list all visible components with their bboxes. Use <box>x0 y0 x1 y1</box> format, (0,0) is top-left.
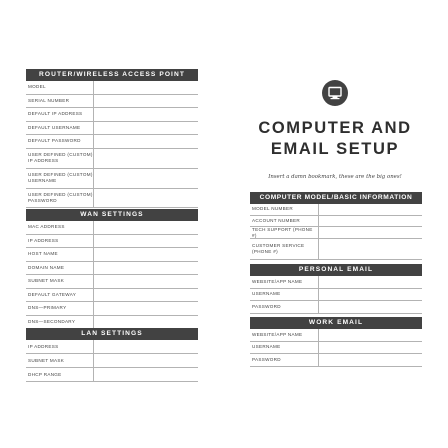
field-value[interactable] <box>319 216 422 227</box>
field-label: DEFAULT GATEWAY <box>26 289 94 302</box>
field-label: MODEL NUMBER <box>250 204 319 215</box>
field-label: USER DEFINED (CUSTOM) IP ADDRESS <box>26 149 94 168</box>
field-label: DEFAULT USERNAME <box>26 122 94 135</box>
form-row <box>26 95 198 109</box>
field-value[interactable] <box>319 204 422 215</box>
form-row <box>26 368 198 382</box>
form-row <box>26 302 198 316</box>
form-row <box>250 276 422 289</box>
field-value[interactable] <box>94 368 198 381</box>
field-value[interactable] <box>94 149 198 168</box>
form-row <box>250 301 422 314</box>
wan-section <box>26 209 198 329</box>
field-value[interactable] <box>94 108 198 121</box>
personal-email-section <box>250 264 422 314</box>
field-label: TECH SUPPORT (PHONE #) <box>250 227 319 238</box>
field-label: DEFAULT PASSWORD <box>26 135 94 148</box>
personal-email-rows <box>250 276 422 314</box>
computer-section <box>250 192 422 260</box>
form-row <box>26 108 198 122</box>
field-label: MAC ADDRESS <box>26 221 94 234</box>
field-value[interactable] <box>94 316 198 329</box>
form-row <box>26 189 198 208</box>
field-value[interactable] <box>94 302 198 315</box>
field-label: USERNAME <box>250 342 319 354</box>
wan-header: WAN SETTINGS <box>26 209 198 221</box>
title-line-2: EMAIL SETUP <box>270 140 400 158</box>
field-value[interactable] <box>94 248 198 261</box>
field-label: WEBSITE/APP NAME <box>250 276 319 288</box>
router-rows <box>26 81 198 208</box>
work-email-header: WORK EMAIL <box>250 317 422 329</box>
field-value[interactable] <box>319 239 422 259</box>
personal-email-header: PERSONAL EMAIL <box>250 264 422 276</box>
field-label: PASSWORD <box>250 354 319 366</box>
field-label: DNS—PRIMARY <box>26 302 94 315</box>
field-value[interactable] <box>94 289 198 302</box>
field-label: ACCOUNT NUMBER <box>250 216 319 227</box>
field-value[interactable] <box>94 135 198 148</box>
field-value[interactable] <box>319 301 422 313</box>
computer-rows <box>250 204 422 260</box>
lan-section <box>26 328 198 382</box>
field-value[interactable] <box>94 122 198 135</box>
form-row <box>26 289 198 303</box>
lan-header: LAN SETTINGS <box>26 328 198 340</box>
field-label: MODEL <box>26 81 94 94</box>
field-label: PASSWORD <box>250 301 319 313</box>
field-label: DEFAULT IP ADDRESS <box>26 108 94 121</box>
field-label: USER DEFINED (CUSTOM) USERNAME <box>26 169 94 188</box>
field-label: SERIAL NUMBER <box>26 95 94 108</box>
field-label: IP ADDRESS <box>26 235 94 248</box>
field-label: USER DEFINED (CUSTOM) PASSWORD <box>26 189 94 207</box>
field-label: CUSTOMER SERVICE (PHONE #) <box>250 239 319 259</box>
computer-header: COMPUTER MODEL/BASIC INFORMATION <box>250 192 422 204</box>
form-row <box>250 204 422 216</box>
field-value[interactable] <box>319 276 422 288</box>
field-label: USERNAME <box>250 289 319 301</box>
field-value[interactable] <box>94 354 198 367</box>
field-label: DOMAIN NAME <box>26 262 94 275</box>
subtitle: Insert a damn bookmark, these are the big ones! <box>268 174 402 180</box>
form-row <box>26 122 198 136</box>
form-row <box>26 275 198 289</box>
field-value[interactable] <box>94 81 198 94</box>
form-row <box>26 354 198 368</box>
field-label: DHCP RANGE <box>26 368 94 381</box>
field-label: SUBNET MASK <box>26 275 94 288</box>
form-row <box>26 169 198 189</box>
field-label: HOST NAME <box>26 248 94 261</box>
form-row <box>26 135 198 149</box>
router-section <box>26 69 198 208</box>
form-row <box>250 239 422 260</box>
field-label: SUBNET MASK <box>26 354 94 367</box>
field-value[interactable] <box>94 169 198 188</box>
field-label: WEBSITE/APP NAME <box>250 329 319 341</box>
field-value[interactable] <box>319 289 422 301</box>
form-row <box>26 262 198 276</box>
field-value[interactable] <box>94 95 198 108</box>
field-label: IP ADDRESS <box>26 340 94 353</box>
page-title <box>247 118 423 160</box>
field-value[interactable] <box>319 329 422 341</box>
form-row <box>250 329 422 342</box>
router-header: ROUTER/WIRELESS ACCESS POINT <box>26 69 198 81</box>
form-row <box>26 81 198 95</box>
field-value[interactable] <box>94 235 198 248</box>
form-row <box>250 216 422 228</box>
work-email-rows <box>250 329 422 367</box>
field-value[interactable] <box>94 340 198 353</box>
field-value[interactable] <box>94 262 198 275</box>
wan-rows <box>26 221 198 329</box>
form-row <box>250 227 422 239</box>
lan-rows <box>26 340 198 382</box>
field-value[interactable] <box>94 189 198 207</box>
work-email-section <box>250 317 422 367</box>
field-value[interactable] <box>319 342 422 354</box>
form-row <box>26 221 198 235</box>
field-label: DNS—SECONDARY <box>26 316 94 329</box>
field-value[interactable] <box>319 354 422 366</box>
form-row <box>26 316 198 330</box>
field-value[interactable] <box>319 227 422 238</box>
form-row <box>250 354 422 367</box>
form-row <box>26 235 198 249</box>
form-row <box>250 342 422 355</box>
computer-monitor-icon <box>322 80 348 106</box>
title-line-1: COMPUTER AND <box>258 119 412 137</box>
field-value[interactable] <box>94 275 198 288</box>
form-row <box>250 289 422 302</box>
form-row <box>26 248 198 262</box>
field-value[interactable] <box>94 221 198 234</box>
form-row <box>26 149 198 169</box>
form-row <box>26 340 198 354</box>
